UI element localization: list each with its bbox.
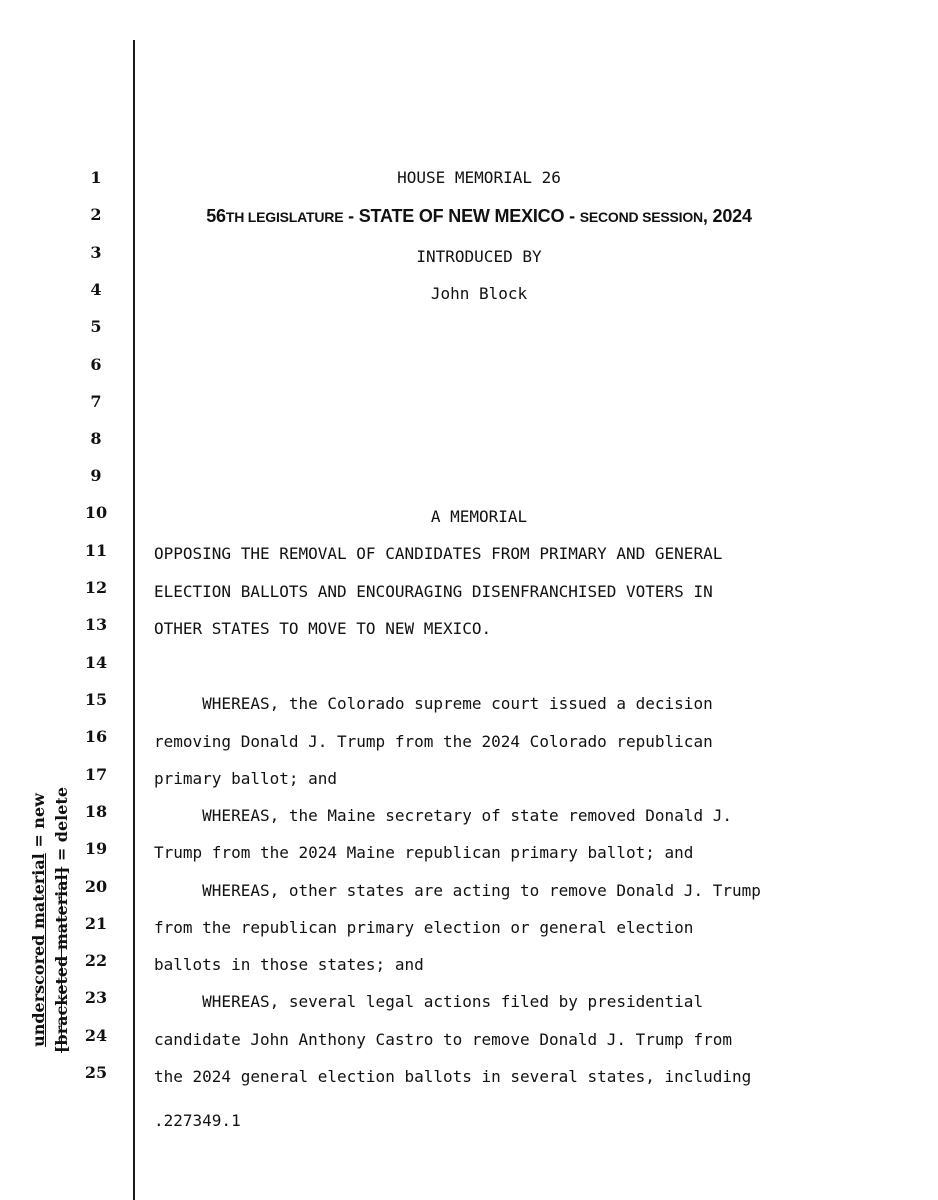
state-name: STATE OF NEW MEXICO <box>358 206 565 226</box>
line-number: 12 <box>84 578 108 597</box>
line-number: 20 <box>84 877 108 896</box>
line-number: 15 <box>84 690 108 709</box>
line-number: 1 <box>90 168 102 187</box>
sponsor-name: John Block <box>430 284 528 303</box>
line-number: 22 <box>84 951 108 970</box>
line-number: 4 <box>90 280 102 299</box>
body-line: removing Donald J. Trump from the 2024 Colorado republican <box>154 732 713 751</box>
line-number: 17 <box>84 765 108 784</box>
line-number: 8 <box>90 429 102 448</box>
margin-rule <box>133 40 135 1200</box>
line-number: 25 <box>84 1063 108 1082</box>
line-number: 6 <box>90 355 102 374</box>
legislature-number: 56 <box>206 206 226 226</box>
heading-separator: - <box>343 206 359 226</box>
body-line: WHEREAS, the Maine secretary of state removed Donald J. <box>154 806 732 825</box>
body-line: Trump from the 2024 Maine republican primary ballot; and <box>154 843 694 862</box>
line-number: 19 <box>84 839 108 858</box>
body-line: WHEREAS, the Colorado supreme court issued a decision <box>154 694 713 713</box>
body-line: candidate John Anthony Castro to remove Donald J. Trump from <box>154 1030 732 1049</box>
line-number: 13 <box>84 615 108 634</box>
line-number: 5 <box>90 317 102 336</box>
body-line: WHEREAS, several legal actions filed by presidential <box>154 992 704 1011</box>
document-id: .227349.1 <box>154 1111 241 1130</box>
line-number: 18 <box>84 802 108 821</box>
introduced-by-label: INTRODUCED BY <box>416 247 542 266</box>
session-label: SECOND SESSION <box>579 209 703 225</box>
line-number: 7 <box>90 392 102 411</box>
body-line: WHEREAS, other states are acting to remove Donald J. Trump <box>154 881 761 900</box>
body-line: OPPOSING THE REMOVAL OF CANDIDATES FROM PRIMARY AND GENERAL <box>154 544 723 563</box>
line-number: 10 <box>84 503 108 522</box>
legend-new-eq: = new <box>29 793 48 854</box>
session-year: , 2024 <box>702 206 752 226</box>
body-line: OTHER STATES TO MOVE TO NEW MEXICO. <box>154 619 492 638</box>
memorial-heading: A MEMORIAL <box>430 507 528 526</box>
line-number: 9 <box>90 466 102 485</box>
line-number: 21 <box>84 914 108 933</box>
legend-delete-eq: = delete <box>52 786 71 867</box>
line-number: 24 <box>84 1026 108 1045</box>
bill-title: HOUSE MEMORIAL 26 <box>397 168 561 187</box>
legislature-heading <box>154 206 804 227</box>
legend-new-label: underscored material <box>29 853 48 1047</box>
body-line: ballots in those states; and <box>154 955 424 974</box>
line-number: 16 <box>84 727 108 746</box>
body-line: ELECTION BALLOTS AND ENCOURAGING DISENFRANCHISED VOTERS IN <box>154 582 713 601</box>
line-number: 14 <box>84 653 108 672</box>
line-number: 3 <box>90 243 102 262</box>
legend-delete <box>50 787 73 1053</box>
legend-new <box>27 787 50 1053</box>
line-number: 11 <box>84 541 108 560</box>
line-number: 2 <box>90 205 102 224</box>
legislature-label: TH LEGISLATURE <box>225 209 344 225</box>
legend-delete-label: [bracketed material] <box>52 866 71 1054</box>
body-line: primary ballot; and <box>154 769 338 788</box>
line-number: 23 <box>84 988 108 1007</box>
body-line: the 2024 general election ballots in several states, including <box>154 1067 752 1086</box>
body-line: from the republican primary election or general election <box>154 918 694 937</box>
heading-separator: - <box>564 206 580 226</box>
